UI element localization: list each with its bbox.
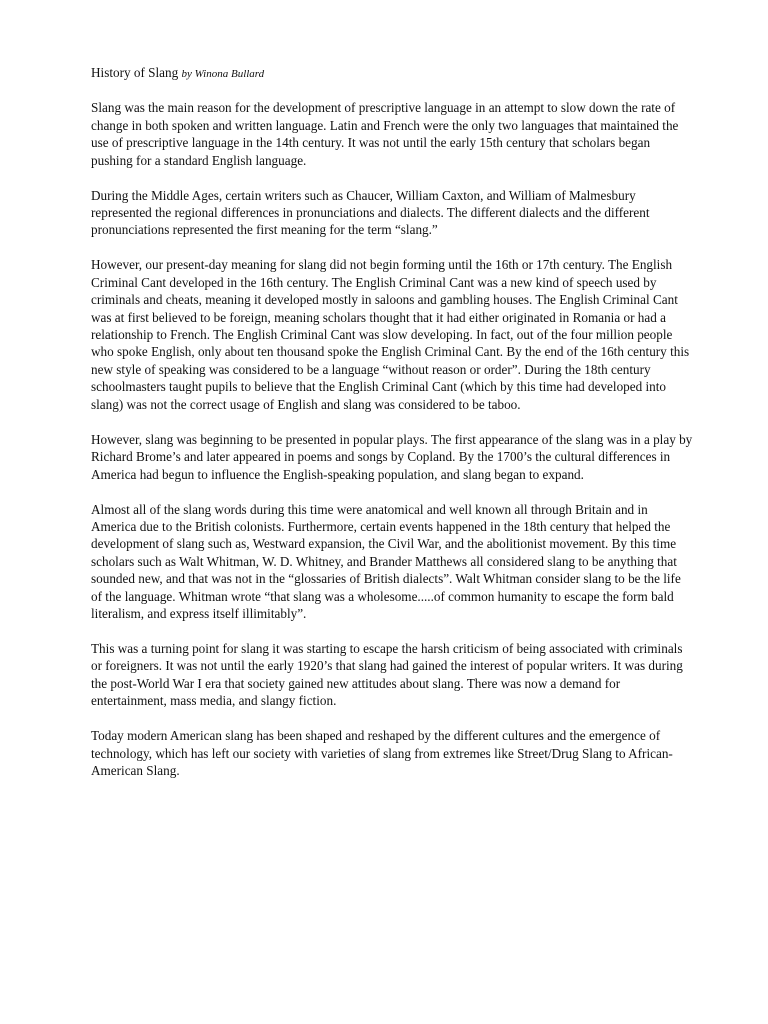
document-heading <box>91 64 693 83</box>
paragraph-5: Almost all of the slang words during this time were anatomical and well known all through Britain and in America due to the British colonists. Furthermore, certain events happened in the 18th century that helped the development of slang such as, Westward expansion, the Civil War, and the abolitionist movement. By this time scholars such as Walt Whitman, W. D. Whitney, and Brander Matthews all considered slang to be anything that sounded new, and that was not in the “glossaries of British dialects”. Walt Whitman consider slang to be the life of the language. Whitman wrote “that slang was a wholesome.....of common humanity to escape the form bald literalism, and express itself illimitably”. <box>91 501 681 621</box>
document-body <box>91 64 693 797</box>
paragraph-3: However, our present-day meaning for slang did not begin forming until the 16th or 17th century. The English Criminal Cant developed in the 16th century. The English Criminal Cant was a new kind of speech used by criminals and cheats, meaning it developed mostly in saloons and gambling houses. The English Criminal Cant was at first believed to be foreign, meaning scholars thought that it had either originated in Romania or had a relationship to French. The English Criminal Cant was slow developing. In fact, out of the four million people who spoke English, only about ten thousand spoke the English Criminal Cant. By the end of the 16th century this new style of speaking was considered to be a language “without reason or order”. During the 18th century schoolmasters taught pupils to believe that the English Criminal Cant (which by this time had developed into slang) was not the correct usage of English and slang was considered to be taboo. <box>91 257 690 412</box>
paragraph-1: Slang was the main reason for the development of prescriptive language in an attempt to slow down the rate of change in both spoken and written language. Latin and French were the only two languages that maintained the use of prescriptive language in the 14th century. It was not until the early 15th century that scholars began pushing for a standard English language. <box>91 100 679 168</box>
paragraph-2: During the Middle Ages, certain writers such as Chaucer, William Caxton, and William of Malmesbury represented the regional differences in pronunciations and dialects. The different dialects and the different pronunciations represented the first meaning for the term “slang.” <box>91 187 650 238</box>
paragraph-6: This was a turning point for slang it was starting to escape the harsh criticism of being associated with criminals or foreigners. It was not until the early 1920’s that slang had gained the interest of popular writers. It was during the post-World War I era that society gained new attitudes about slang. There was now a demand for entertainment, mass media, and slangy fiction. <box>91 640 683 709</box>
paragraph-7: Today modern American slang has been shaped and reshaped by the different cultures and the emergence of technology, which has left our society with varieties of slang from extremes like Street/Drug Slang to African-American Slang. <box>91 728 673 778</box>
document-title: History of Slang <box>91 65 179 80</box>
document-byline: by Winona Bullard <box>181 68 265 80</box>
paragraph-4: However, slang was beginning to be presented in popular plays. The first appearance of the slang was in a play by Richard Brome’s and later appeared in poems and songs by Copland. By the 1700’s the cultural differences in America had begun to influence the English-speaking population, and slang began to expand. <box>91 431 693 482</box>
